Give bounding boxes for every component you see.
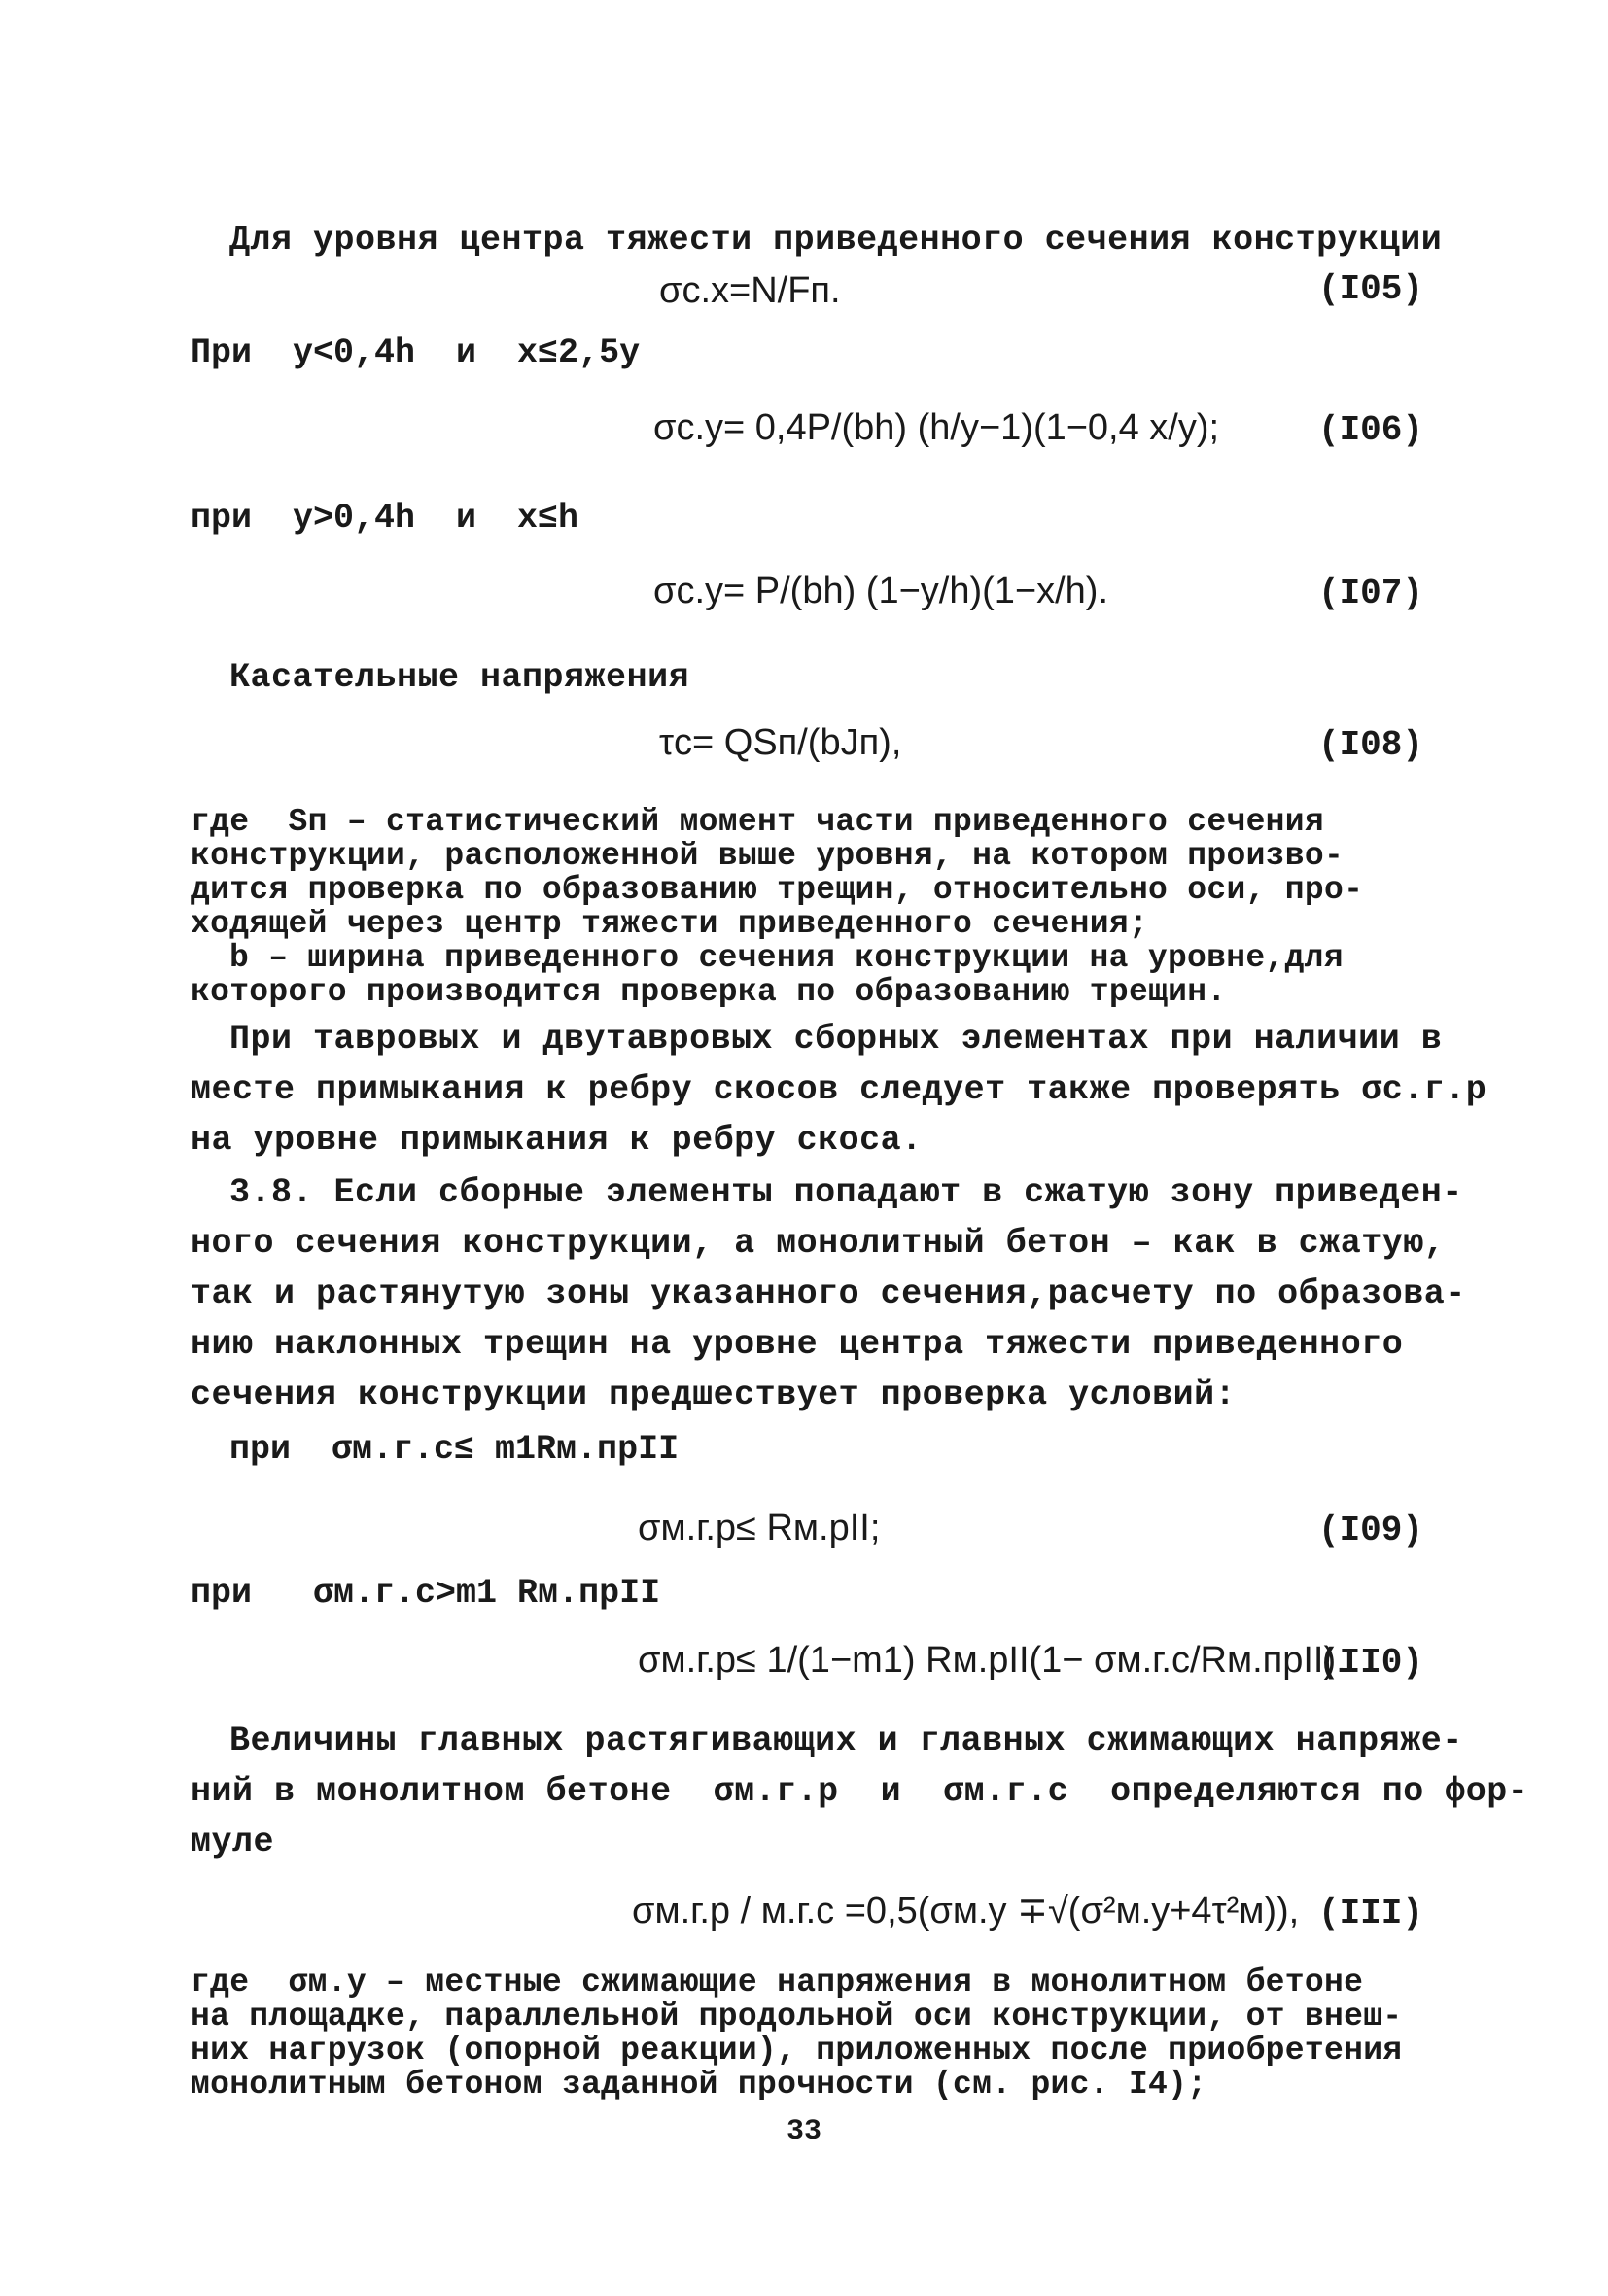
condition-107: при y>0,4h и x≤h: [191, 499, 579, 538]
where-s-line: ходящей через центр тяжести приведенного сечения;: [191, 906, 1149, 942]
section-3-8: сечения конструкции предшествует проверка условий:: [191, 1375, 1237, 1414]
paragraph-principal-stresses: муле: [191, 1823, 275, 1861]
where-b-line: которого производится проверка по образованию трещин.: [191, 974, 1227, 1010]
formula-109: σм.г.р≤ Rм.рII;: [638, 1508, 881, 1548]
equation-number-106: (I06): [1317, 410, 1423, 450]
formula-110: σм.г.р≤ 1/(1−m1) Rм.рII(1− σм.г.с/Rм.прII).: [638, 1640, 1346, 1681]
paragraph-principal-stresses: ний в монолитном бетоне σм.г.р и σм.г.с определяются по фор-: [191, 1772, 1529, 1811]
section-3-8: 3.8. Если сборные элементы попадают в сжатую зону приведен-: [229, 1173, 1463, 1212]
paragraph-principal-stresses: Величины главных растягивающих и главных сжимающих напряже-: [229, 1722, 1463, 1760]
condition-109: при σм.г.с≤ m1Rм.прII: [229, 1430, 680, 1469]
section-3-8: ного сечения конструкции, а монолитный бетон – как в сжатую,: [191, 1224, 1446, 1263]
where-s-line: конструкции, расположенной выше уровня, на котором произво-: [191, 838, 1345, 874]
condition-110: при σм.г.с>m1 Rм.прII: [191, 1574, 661, 1613]
equation-number-107: (I07): [1317, 574, 1423, 613]
paragraph-tee-elements: При тавровых и двутавровых сборных элементах при наличии в: [229, 1020, 1443, 1059]
formula-108: τc= QSп/(bJп),: [659, 722, 902, 763]
where-s-line: где Sп – статистический момент части приведенного сечения: [191, 804, 1324, 840]
formula-111: σм.г.р / м.г.с =0,5(σм.у ∓√(σ²м.у+4τ²м)),: [632, 1891, 1300, 1931]
equation-number-105: (I05): [1317, 269, 1423, 309]
equation-number-110: (II0): [1317, 1643, 1423, 1683]
equation-number-108: (I08): [1317, 725, 1423, 765]
section-3-8: нию наклонных трещин на уровне центра тяжести приведенного: [191, 1325, 1404, 1364]
condition-106: При y<0,4h и x≤2,5y: [191, 333, 641, 372]
formula-107: σc.y= P/(bh) (1−y/h)(1−x/h).: [653, 571, 1109, 611]
where-sigma-line: монолитным бетоном заданной прочности (см. рис. I4);: [191, 2067, 1207, 2103]
formula-106: σc.y= 0,4P/(bh) (h/y−1)(1−0,4 x/y);: [653, 407, 1220, 448]
paragraph-tangential-stresses: Касательные напряжения: [229, 658, 690, 697]
equation-number-109: (I09): [1317, 1511, 1423, 1550]
where-sigma-line: на площадке, параллельной продольной оси конструкции, от внеш-: [191, 1999, 1403, 2035]
where-sigma-line: них нагрузок (опорной реакции), приложенных после приобретения: [191, 2033, 1403, 2069]
formula-105: σc.x=N/Fп.: [659, 270, 841, 311]
equation-number-111: (III): [1317, 1894, 1423, 1933]
where-sigma-line: где σм.у – местные сжимающие напряжения в монолитном бетоне: [191, 1965, 1364, 2000]
paragraph-tee-elements: месте примыкания к ребру скосов следует также проверять σc.г.р: [191, 1070, 1487, 1109]
where-b-line: b – ширина приведенного сечения конструкции на уровне,для: [229, 940, 1344, 976]
paragraph-center-of-gravity: Для уровня центра тяжести приведенного сечения конструкции: [229, 221, 1443, 260]
paragraph-tee-elements: на уровне примыкания к ребру скоса.: [191, 1121, 923, 1160]
where-s-line: дится проверка по образованию трещин, относительно оси, про-: [191, 872, 1364, 908]
page-number: 33: [786, 2115, 821, 2148]
section-3-8: так и растянутую зоны указанного сечения,расчету по образова-: [191, 1274, 1466, 1313]
